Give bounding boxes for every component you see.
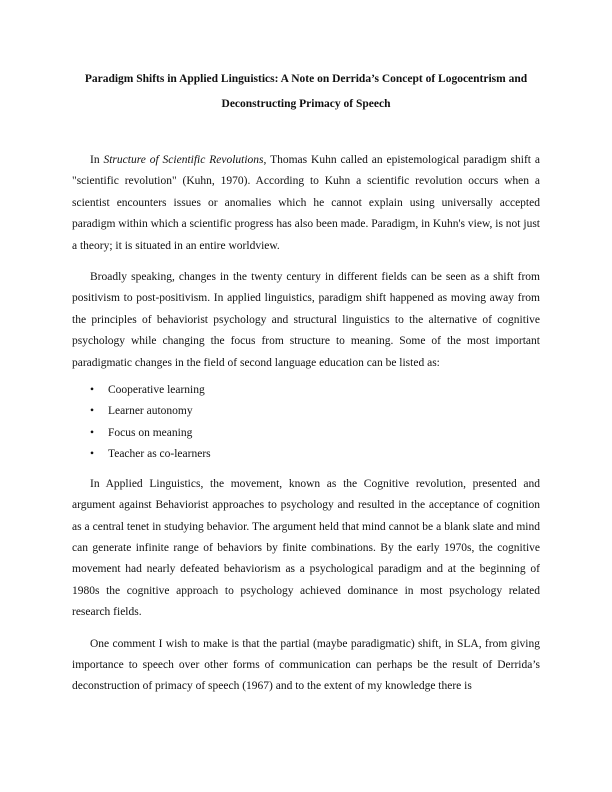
list-item	[72, 423, 540, 444]
body-text	[72, 150, 540, 708]
paper-title	[72, 67, 540, 117]
paragraph-kuhn	[72, 150, 540, 257]
book-title: Structure of Scientific Revolutions	[103, 154, 264, 166]
paragraph-cognitive-revolution: In Applied Linguistics, the movement, known as the Cognitive revolution, presented and argument against Behaviorist approaches to psychology and resulted in the acceptance of cognition as a central tenet in studying behavior. The argument held that mind cannot be a blank slate and mind can generate infinite range of behaviors by finite combinations. By the early 1970s, the cognitive movement had nearly defeated behaviorism as a psychological paradigm and at the beginning of 1980s the cognitive approach to psychology achieved dominance in most psychology related research fields.	[72, 477, 540, 619]
title-line-1: Paradigm Shifts in Applied Linguistics: A Note on Derrida’s Concept of Logocentrism and	[84, 73, 528, 85]
paragraph-kuhn-intro: In	[90, 154, 104, 166]
list-item-text: Focus on meaning	[108, 426, 193, 439]
list-item-text: Cooperative learning	[108, 384, 205, 397]
bullet-icon: •	[90, 426, 95, 439]
list-item-text: Teacher as co-learners	[108, 448, 211, 461]
list-item-text: Learner autonomy	[108, 405, 193, 418]
paragraph-kuhn-rest: , Thomas Kuhn called an epistemological paradigm shift a "scientific revolution" (Kuhn, 1970). According to Kuhn a scientific revolution occurs when a scientist encounters issues or anomalies which he cannot explain using universally accepted paradigm within which a scientific progress has also been made. Paradigm, in Kuhn's view, is not just a theory; it is situated in an entire worldview.	[72, 154, 540, 252]
list-item	[72, 380, 540, 401]
bullet-icon: •	[90, 384, 95, 397]
list-item	[72, 401, 540, 422]
paradigm-changes-list	[72, 380, 540, 466]
paragraph-derrida: One comment I wish to make is that the partial (maybe paradigmatic) shift, in SLA, from giving importance to speech over other forms of communication can perhaps be the result of Derrida’s deconstruction of primacy of speech (1967) and to the extent of my knowledge there is	[72, 637, 540, 693]
bullet-icon: •	[90, 448, 95, 461]
list-item	[72, 444, 540, 465]
paragraph-positivism: Broadly speaking, changes in the twenty century in different fields can be seen as a shift from positivism to post-positivism. In applied linguistics, paradigm shift happened as moving away from the principles of behaviorist psychology and structural linguistics to the alternative of cognitive psychology while changing the focus from structure to meaning. Some of the most important paradigmatic changes in the field of second language education can be listed as:	[72, 271, 540, 369]
title-line-2: Deconstructing Primacy of Speech	[221, 98, 391, 110]
bullet-icon: •	[90, 405, 95, 418]
